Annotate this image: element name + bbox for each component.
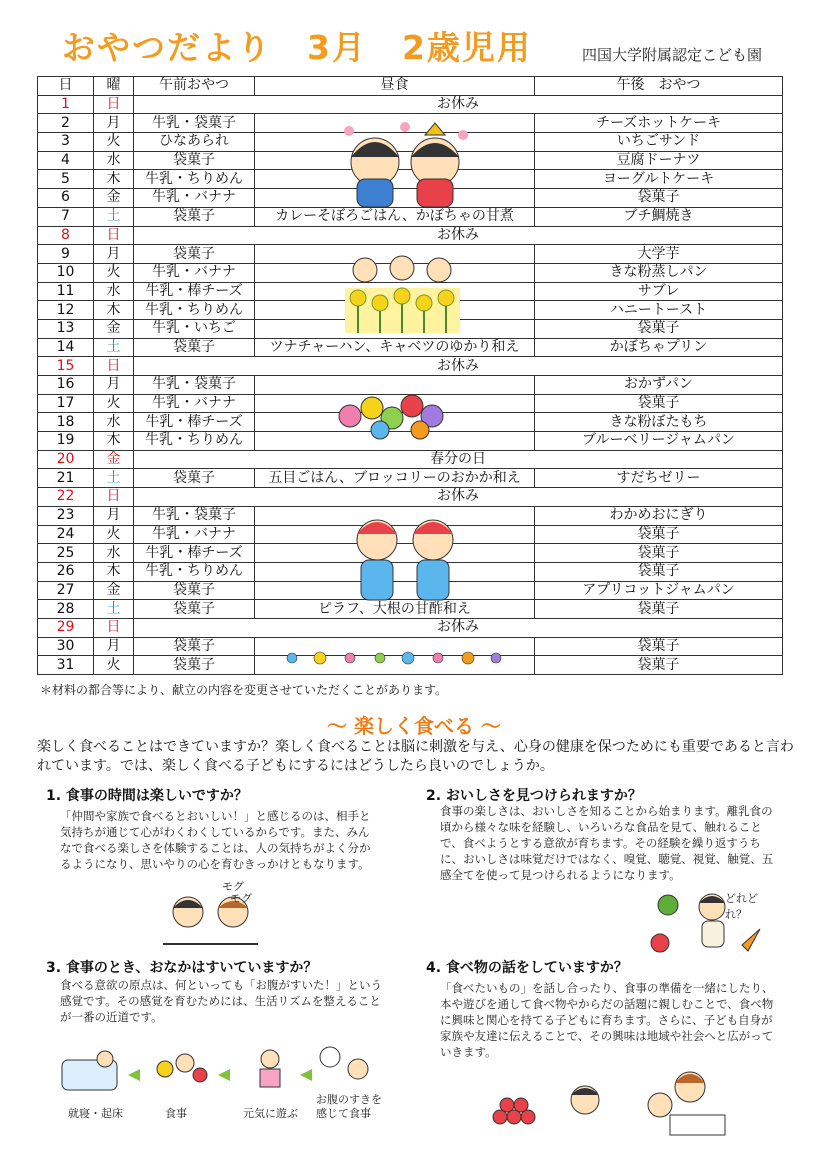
- am-snack-cell: 牛乳・袋菓子: [134, 114, 255, 133]
- section-3-title: 3. 食事のとき、おなかはすいていますか？: [46, 960, 318, 976]
- day-cell: 26: [38, 562, 94, 581]
- two-children-illustration: [345, 510, 465, 610]
- weekday-cell: 水: [94, 282, 134, 301]
- weekday-cell: 水: [94, 151, 134, 170]
- menu-row: [38, 338, 783, 357]
- weekday-cell: 月: [94, 637, 134, 656]
- weekday-cell: 日: [94, 618, 134, 637]
- pm-snack-cell: ハニートースト: [535, 301, 783, 320]
- am-snack-cell: 袋菓子: [134, 469, 255, 488]
- weekday-cell: 火: [94, 525, 134, 544]
- weekday-cell: 木: [94, 170, 134, 189]
- daily-rhythm-illustration: [60, 1045, 390, 1100]
- weekday-cell: 火: [94, 133, 134, 152]
- munch-sound-1: モグ: [222, 880, 244, 893]
- hina-dolls-illustration: [335, 117, 475, 212]
- day-cell: 27: [38, 581, 94, 600]
- weekday-cell: 月: [94, 114, 134, 133]
- am-snack-cell: 牛乳・袋菓子: [134, 506, 255, 525]
- menu-row: [38, 469, 783, 488]
- am-snack-cell: 牛乳・いちご: [134, 319, 255, 338]
- weekday-cell: 木: [94, 301, 134, 320]
- holiday-label: お休み: [134, 357, 783, 376]
- pm-snack-cell: ブチ鯛焼き: [535, 207, 783, 226]
- cycle-step-1: 就寝・起床: [68, 1107, 123, 1120]
- day-cell: 30: [38, 637, 94, 656]
- article-intro: 楽しく食べることはできていますか？楽しく食べることは脳に刺激を与え、心身の健康を保つためにも重要であると言われています。では、楽しく食べる子どもにするにはどうしたら良いのでしょうか。: [37, 739, 794, 774]
- pm-snack-cell: 袋菓子: [535, 637, 783, 656]
- pm-snack-cell: 袋菓子: [535, 394, 783, 413]
- day-cell: 5: [38, 170, 94, 189]
- cycle-step-4: お腹のすきを感じて食事: [316, 1093, 382, 1120]
- am-snack-cell: 袋菓子: [134, 151, 255, 170]
- weekday-cell: 日: [94, 226, 134, 245]
- weekday-cell: 火: [94, 656, 134, 675]
- holiday-label: お休み: [134, 618, 783, 637]
- pm-snack-cell: 豆腐ドーナツ: [535, 151, 783, 170]
- section-2-body: 食事の楽しさは、おいしさを知ることから始まります。離乳食の頃から様々な味を経験し、いろいろな食品を見て、触れることで、食べようとする意欲が育ちます。その経験を繰り返すうちに、おいしさは味覚だけではなく、嗅覚、聴覚、視覚、触覚、五感全てを使って見つけられるようになります。: [440, 804, 774, 882]
- menu-row: [38, 450, 783, 469]
- menu-row: [38, 618, 783, 637]
- decorative-border-illustration: [280, 647, 510, 669]
- weekday-cell: 月: [94, 245, 134, 264]
- pm-snack-cell: 大学芋: [535, 245, 783, 264]
- day-cell: 7: [38, 207, 94, 226]
- am-snack-cell: 袋菓子: [134, 637, 255, 656]
- am-snack-cell: ひなあられ: [134, 133, 255, 152]
- weekday-cell: 火: [94, 394, 134, 413]
- article-heading: ～ 楽しく食べる ～: [327, 714, 501, 738]
- flower-bouquet-illustration: [330, 386, 460, 441]
- am-snack-cell: 牛乳・バナナ: [134, 189, 255, 208]
- weekday-cell: 日: [94, 357, 134, 376]
- pm-snack-cell: きな粉蒸しパン: [535, 263, 783, 282]
- cycle-step-2: 食事: [165, 1107, 187, 1120]
- holiday-label: 春分の日: [134, 450, 783, 469]
- day-cell: 19: [38, 432, 94, 451]
- pm-snack-cell: 袋菓子: [535, 600, 783, 619]
- menu-row: [38, 95, 783, 114]
- weekday-cell: 日: [94, 488, 134, 507]
- day-cell: 12: [38, 301, 94, 320]
- weekday-cell: 月: [94, 376, 134, 395]
- weekday-cell: 金: [94, 319, 134, 338]
- column-header: 曜: [94, 77, 134, 96]
- pm-snack-cell: きな粉ぼたもち: [535, 413, 783, 432]
- am-snack-cell: 牛乳・ちりめん: [134, 301, 255, 320]
- pm-snack-cell: わかめおにぎり: [535, 506, 783, 525]
- am-snack-cell: 袋菓子: [134, 656, 255, 675]
- day-cell: 18: [38, 413, 94, 432]
- pm-snack-cell: いちごサンド: [535, 133, 783, 152]
- weekday-cell: 土: [94, 207, 134, 226]
- weekday-cell: 金: [94, 581, 134, 600]
- am-snack-cell: 牛乳・袋菓子: [134, 376, 255, 395]
- column-header: 午後 おやつ: [535, 77, 783, 96]
- day-cell: 24: [38, 525, 94, 544]
- section-1-title: 1. 食事の時間は楽しいですか？: [46, 788, 248, 804]
- weekday-cell: 木: [94, 562, 134, 581]
- weekday-cell: 土: [94, 600, 134, 619]
- pm-snack-cell: 袋菓子: [535, 562, 783, 581]
- column-header: 日: [38, 77, 94, 96]
- am-snack-cell: 牛乳・棒チーズ: [134, 282, 255, 301]
- am-snack-cell: 袋菓子: [134, 581, 255, 600]
- pm-snack-cell: 袋菓子: [535, 525, 783, 544]
- am-snack-cell: 牛乳・ちりめん: [134, 432, 255, 451]
- weekday-cell: 木: [94, 432, 134, 451]
- lunch-cell: ピラフ、大根の甘酢和え: [255, 600, 535, 619]
- pm-snack-cell: かぼちゃプリン: [535, 338, 783, 357]
- day-cell: 31: [38, 656, 94, 675]
- am-snack-cell: 袋菓子: [134, 207, 255, 226]
- section-2-title: 2. おいしさを見つけられますか？: [426, 788, 642, 804]
- weekday-cell: 金: [94, 189, 134, 208]
- weekday-cell: 水: [94, 413, 134, 432]
- day-cell: 17: [38, 394, 94, 413]
- day-cell: 13: [38, 319, 94, 338]
- school-name: 四国大学附属認定こども園: [582, 46, 763, 64]
- day-cell: 29: [38, 618, 94, 637]
- weekday-cell: 土: [94, 338, 134, 357]
- page-title: おやつだより 3月 2歳児用: [62, 28, 532, 67]
- column-header: 昼食: [255, 77, 535, 96]
- holiday-label: お休み: [134, 488, 783, 507]
- am-snack-cell: 袋菓子: [134, 338, 255, 357]
- pm-snack-cell: サブレ: [535, 282, 783, 301]
- lunch-cell: 五目ごはん、ブロッコリーのおかか和え: [255, 469, 535, 488]
- section-4-body: 「食べたいもの」を話し合ったり、食事の準備を一緒にしたり、本や遊びを通して食べ物やからだの話題に親しむことで、食べ物に興味と関心を持てる子どもに育ちます。さらに、子ども自身が家族や友達に伝えることで、その興味は地域や社会へと広がっていきます。: [440, 981, 774, 1059]
- weekday-cell: 金: [94, 450, 134, 469]
- am-snack-cell: 牛乳・ちりめん: [134, 170, 255, 189]
- am-snack-cell: 袋菓子: [134, 245, 255, 264]
- pm-snack-cell: ブルーベリージャムパン: [535, 432, 783, 451]
- weekday-cell: 水: [94, 544, 134, 563]
- pm-snack-cell: チーズホットケーキ: [535, 114, 783, 133]
- day-cell: 1: [38, 95, 94, 114]
- day-cell: 14: [38, 338, 94, 357]
- am-snack-cell: 牛乳・バナナ: [134, 525, 255, 544]
- lunch-cell: ツナチャーハン、キャベツのゆかり和え: [255, 338, 535, 357]
- section-4-title: 4. 食べ物の話をしていますか？: [426, 960, 628, 976]
- section-3-body: 食べる意欲の原点は、何といっても「お腹がすいた！」という感覚です。その感覚を育むためには、生活リズムを整えることが一番の近道です。: [60, 978, 382, 1024]
- pm-snack-cell: 袋菓子: [535, 319, 783, 338]
- day-cell: 25: [38, 544, 94, 563]
- pm-snack-cell: アプリコットジャムパン: [535, 581, 783, 600]
- am-snack-cell: 牛乳・棒チーズ: [134, 413, 255, 432]
- day-cell: 10: [38, 263, 94, 282]
- day-cell: 22: [38, 488, 94, 507]
- weekday-cell: 日: [94, 95, 134, 114]
- day-cell: 15: [38, 357, 94, 376]
- day-cell: 3: [38, 133, 94, 152]
- am-snack-cell: 牛乳・バナナ: [134, 394, 255, 413]
- am-snack-cell: 牛乳・バナナ: [134, 263, 255, 282]
- day-cell: 8: [38, 226, 94, 245]
- pm-snack-cell: すだちゼリー: [535, 469, 783, 488]
- lunch-cell: カレーそぼろごはん、かぼちゃの甘煮: [255, 207, 535, 226]
- column-header: 午前おやつ: [134, 77, 255, 96]
- day-cell: 28: [38, 600, 94, 619]
- which-speech: どれどれ？: [725, 892, 758, 921]
- pm-snack-cell: 袋菓子: [535, 189, 783, 208]
- day-cell: 9: [38, 245, 94, 264]
- am-snack-cell: 牛乳・棒チーズ: [134, 544, 255, 563]
- menu-row: [38, 226, 783, 245]
- cycle-step-3: 元気に遊ぶ: [243, 1107, 298, 1120]
- pm-snack-cell: おかずパン: [535, 376, 783, 395]
- weekday-cell: 火: [94, 263, 134, 282]
- am-snack-cell: 牛乳・ちりめん: [134, 562, 255, 581]
- menu-row: [38, 357, 783, 376]
- pm-snack-cell: ヨーグルトケーキ: [535, 170, 783, 189]
- munch-sound-2: モグ: [230, 892, 252, 905]
- pm-snack-cell: 袋菓子: [535, 656, 783, 675]
- day-cell: 20: [38, 450, 94, 469]
- day-cell: 23: [38, 506, 94, 525]
- section-1-body: 「仲間や家族で食べるとおいしい！」と感じるのは、相手と気持ちが通じて心がわくわくしているからです。また、みんなで食べる楽しさを体験することは、人の気持ちがよく分かるようになり、思いやりの心を育むきっかけともなります。: [60, 809, 371, 871]
- menu-change-note: ＊材料の都合等により、献立の内容を変更させていただくことがあります。: [40, 683, 448, 697]
- children-flowers-illustration: [340, 248, 465, 338]
- holiday-label: お休み: [134, 95, 783, 114]
- day-cell: 21: [38, 469, 94, 488]
- day-cell: 2: [38, 114, 94, 133]
- day-cell: 11: [38, 282, 94, 301]
- weekday-cell: 月: [94, 506, 134, 525]
- day-cell: 6: [38, 189, 94, 208]
- am-snack-cell: 袋菓子: [134, 600, 255, 619]
- pm-snack-cell: 袋菓子: [535, 544, 783, 563]
- menu-row: [38, 488, 783, 507]
- day-cell: 16: [38, 376, 94, 395]
- day-cell: 4: [38, 151, 94, 170]
- weekday-cell: 土: [94, 469, 134, 488]
- holiday-label: お休み: [134, 226, 783, 245]
- family-reading-illustration: [490, 1065, 755, 1140]
